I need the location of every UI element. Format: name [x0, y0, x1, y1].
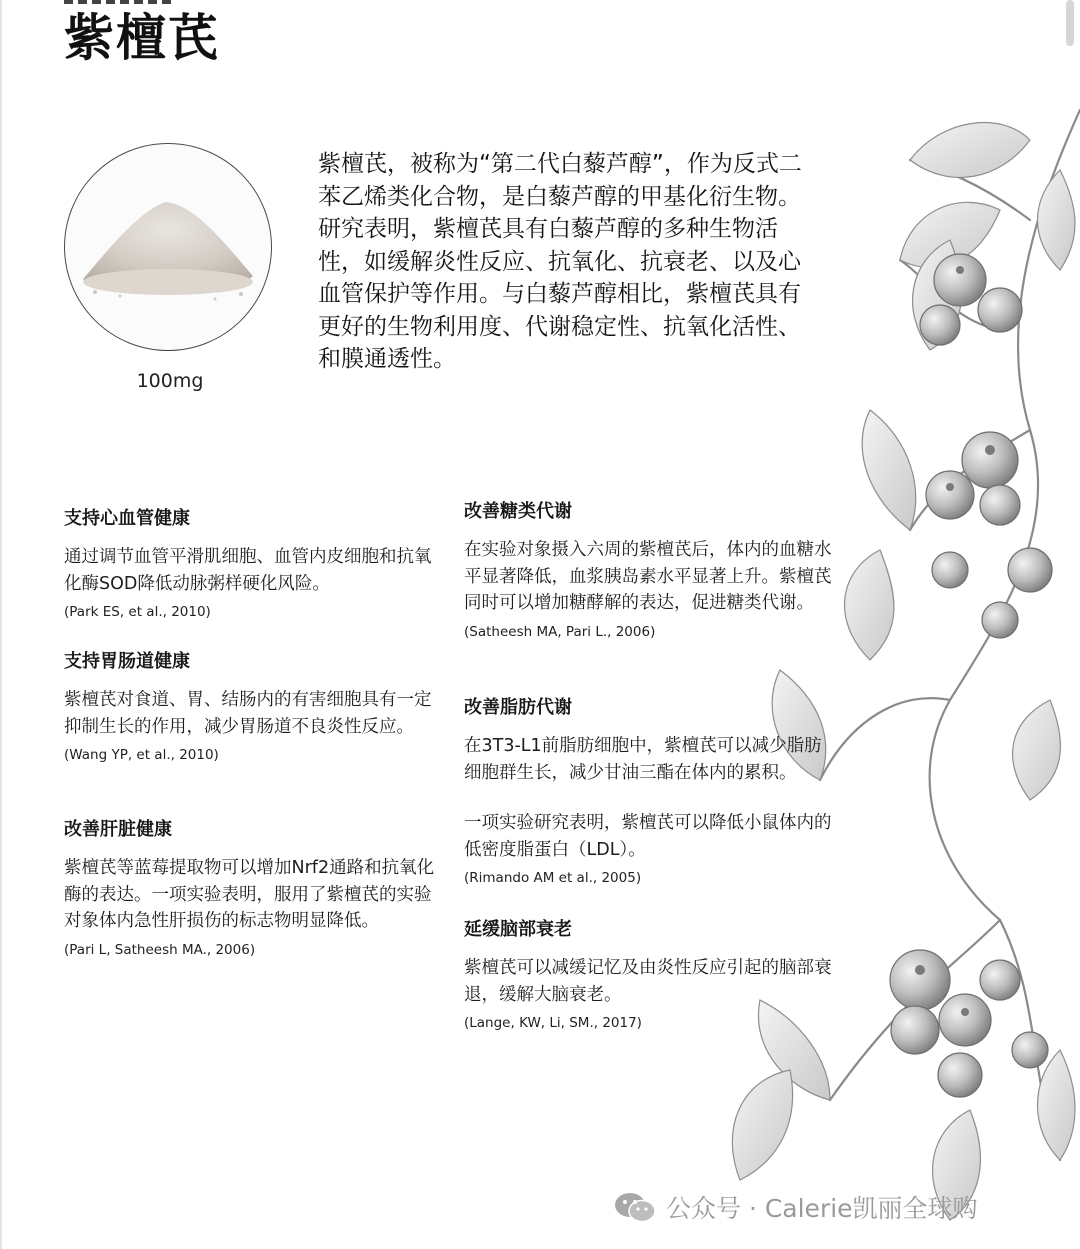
- section-body: 紫檀芪对食道、胃、结肠内的有害细胞具有一定抑制生长的作用，减少胃肠道不良炎性反应。: [64, 690, 432, 737]
- section-body: 在实验对象摄入六周的紫檀芪后，体内的血糖水平显著降低，血浆胰岛素水平显著上升。紫檀芪同时可以增加糖酵解的表达，促进糖类代谢。: [464, 540, 832, 614]
- section-brain-aging: [464, 918, 836, 1033]
- section-citation: (Pari L, Satheesh MA., 2006): [64, 941, 256, 958]
- section-glucose-metabolism: [464, 500, 836, 642]
- wechat-watermark: [614, 1190, 978, 1224]
- wechat-icon: [614, 1191, 656, 1223]
- section-gastrointestinal: [64, 650, 436, 765]
- section-fat-metabolism: [464, 696, 836, 888]
- section-citation: (Lange, KW, Li, SM., 2017): [464, 1015, 642, 1032]
- section-body: 紫檀芪可以减缓记忆及由炎性反应引起的脑部衰退，缓解大脑衰老。: [464, 958, 832, 1005]
- section-citation: (Wang YP, et al., 2010): [64, 747, 219, 764]
- section-citation: (Satheesh MA, Pari L., 2006): [464, 623, 656, 640]
- section-body: 在3T3-L1前脂肪细胞中，紫檀芪可以减少脂肪细胞群生长，减少甘油三酯在体内的累积。: [464, 736, 822, 783]
- section-liver: [64, 818, 436, 960]
- intro-paragraph: 紫檀芪，被称为“第二代白藜芦醇”，作为反式二苯乙烯类化合物，是白藜芦醇的甲基化衍生物。研究表明，紫檀芪具有白藜芦醇的多种生物活性，如缓解炎性反应、抗氧化、抗衰老、以及心血管保护等作用。与白藜芦醇相比，紫檀芪具有更好的生物利用度、代谢稳定性、抗氧化活性、和膜通透性。: [318, 151, 802, 372]
- powder-product-image: [64, 143, 272, 351]
- section-heading: 改善肝脏健康: [64, 819, 172, 840]
- powder-pile-icon: [65, 144, 271, 350]
- section-citation: (Rimando AM et al., 2005): [464, 870, 642, 887]
- page-title: 紫檀芪: [64, 9, 220, 67]
- section-heading: 延缓脑部衰老: [464, 919, 572, 940]
- section-cardiovascular: [64, 507, 436, 622]
- section-heading: 改善脂肪代谢: [464, 697, 572, 718]
- scrollbar-thumb[interactable]: [1066, 0, 1074, 46]
- watermark-text: 公众号 · Calerie凯丽全球购: [666, 1194, 978, 1223]
- section-body: 通过调节血管平滑肌细胞、血管内皮细胞和抗氧化酶SOD降低动脉粥样硬化风险。: [64, 547, 432, 594]
- section-heading: 支持心血管健康: [64, 508, 190, 529]
- section-heading: 改善糖类代谢: [464, 501, 572, 522]
- section-heading: 支持胃肠道健康: [64, 651, 190, 672]
- page-edge-divider: [0, 0, 2, 1249]
- dose-label: 100mg: [136, 370, 204, 392]
- section-body: 紫檀芪等蓝莓提取物可以增加Nrf2通路和抗氧化酶的表达。一项实验表明，服用了紫檀芪的实验对象体内急性肝损伤的标志物明显降低。: [64, 858, 435, 932]
- cropped-previous-heading: [64, 0, 174, 4]
- section-citation: (Park ES, et al., 2010): [64, 604, 211, 621]
- section-body-secondary: 一项实验研究表明，紫檀芪可以降低小鼠体内的低密度脂蛋白（LDL）。: [464, 813, 832, 860]
